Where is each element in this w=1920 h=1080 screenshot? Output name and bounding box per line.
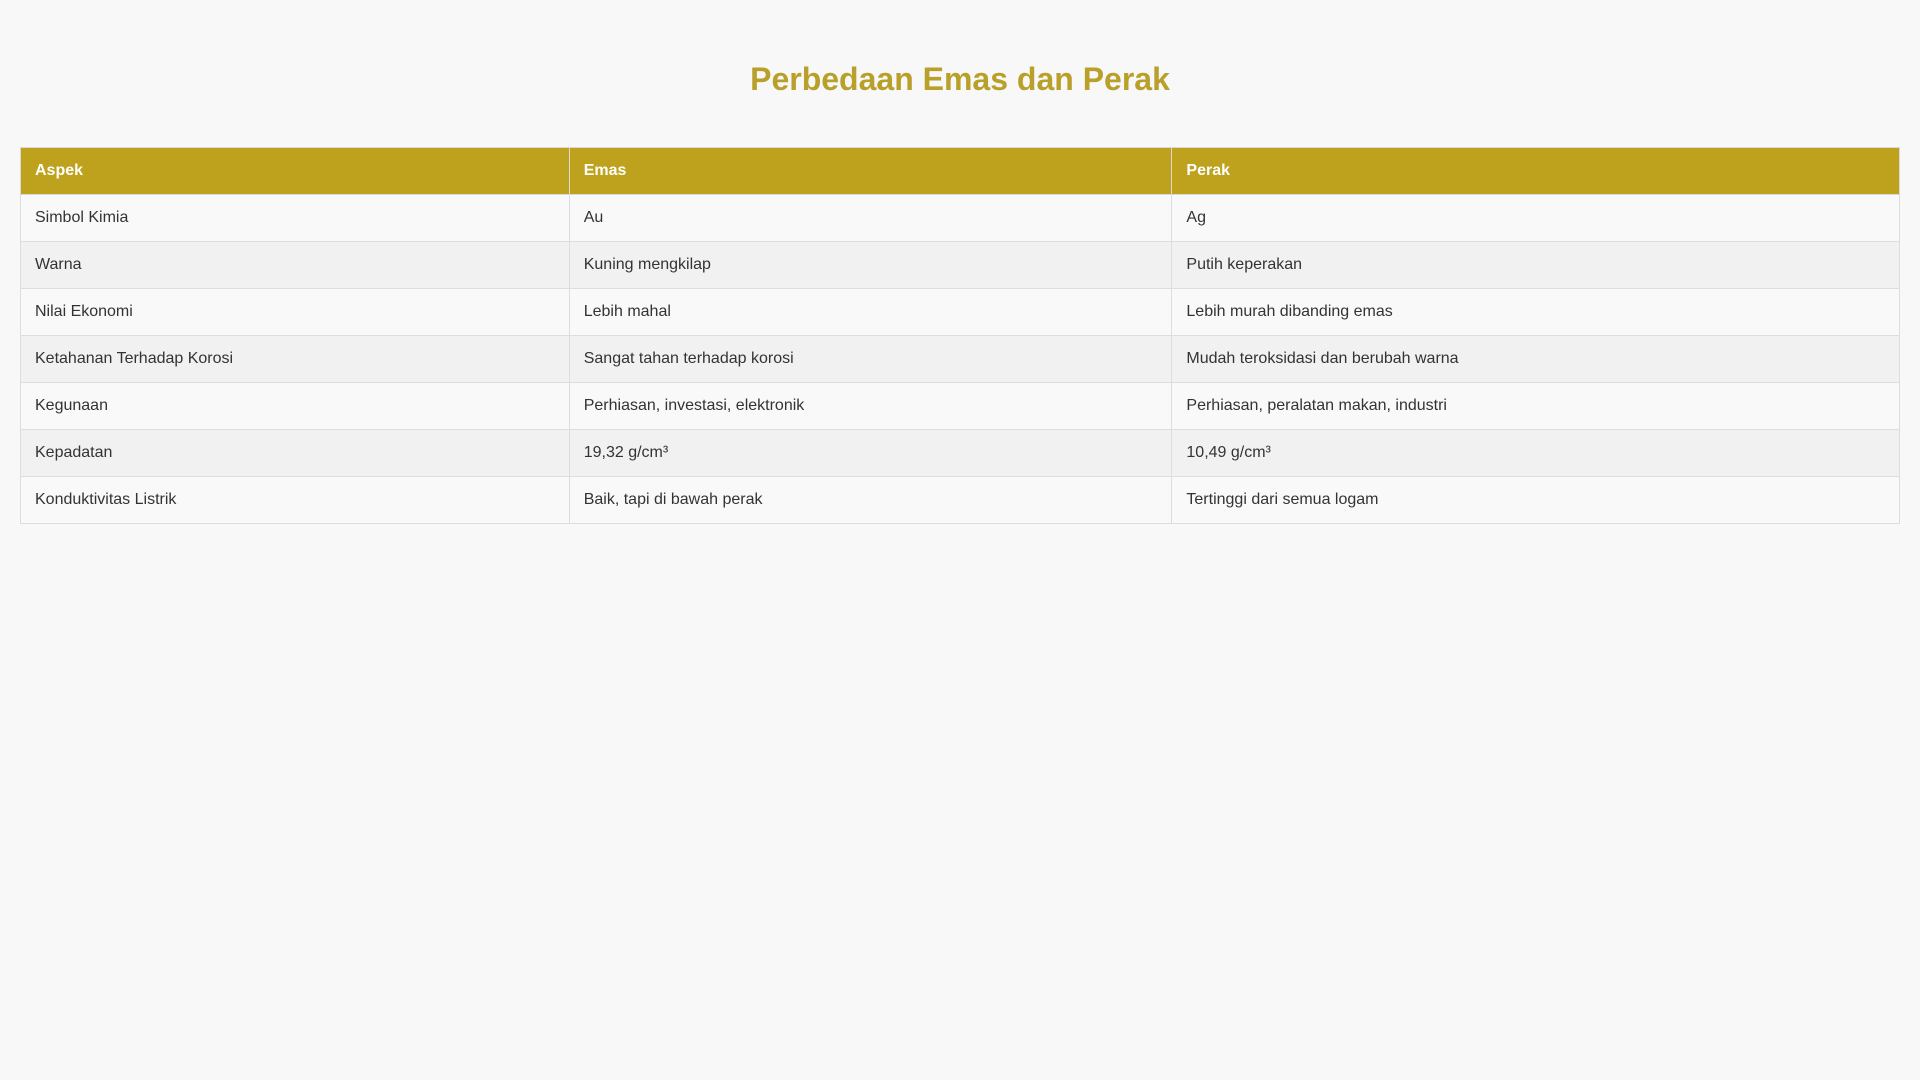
cell-emas: Baik, tapi di bawah perak xyxy=(569,477,1172,524)
cell-perak: Putih keperakan xyxy=(1172,242,1900,289)
table-row xyxy=(21,383,1900,430)
cell-perak: Tertinggi dari semua logam xyxy=(1172,477,1900,524)
cell-perak: 10,49 g/cm³ xyxy=(1172,430,1900,477)
cell-perak: Perhiasan, peralatan makan, industri xyxy=(1172,383,1900,430)
cell-aspek: Konduktivitas Listrik xyxy=(21,477,570,524)
cell-aspek: Nilai Ekonomi xyxy=(21,289,570,336)
cell-aspek: Warna xyxy=(21,242,570,289)
header-emas: Emas xyxy=(569,148,1172,195)
cell-emas: Lebih mahal xyxy=(569,289,1172,336)
header-perak: Perak xyxy=(1172,148,1900,195)
cell-aspek: Ketahanan Terhadap Korosi xyxy=(21,336,570,383)
comparison-table xyxy=(20,147,1900,524)
table-row xyxy=(21,195,1900,242)
cell-perak: Ag xyxy=(1172,195,1900,242)
table-row xyxy=(21,430,1900,477)
table-row xyxy=(21,336,1900,383)
cell-emas: Sangat tahan terhadap korosi xyxy=(569,336,1172,383)
table-row xyxy=(21,289,1900,336)
table-row xyxy=(21,242,1900,289)
cell-aspek: Kepadatan xyxy=(21,430,570,477)
cell-emas: Perhiasan, investasi, elektronik xyxy=(569,383,1172,430)
table-header-row xyxy=(21,148,1900,195)
header-aspek: Aspek xyxy=(21,148,570,195)
cell-aspek: Simbol Kimia xyxy=(21,195,570,242)
cell-aspek: Kegunaan xyxy=(21,383,570,430)
cell-emas: 19,32 g/cm³ xyxy=(569,430,1172,477)
table-row xyxy=(21,477,1900,524)
page-title: Perbedaan Emas dan Perak xyxy=(750,61,1170,97)
cell-perak: Mudah teroksidasi dan berubah warna xyxy=(1172,336,1900,383)
cell-emas: Kuning mengkilap xyxy=(569,242,1172,289)
cell-emas: Au xyxy=(569,195,1172,242)
cell-perak: Lebih murah dibanding emas xyxy=(1172,289,1900,336)
